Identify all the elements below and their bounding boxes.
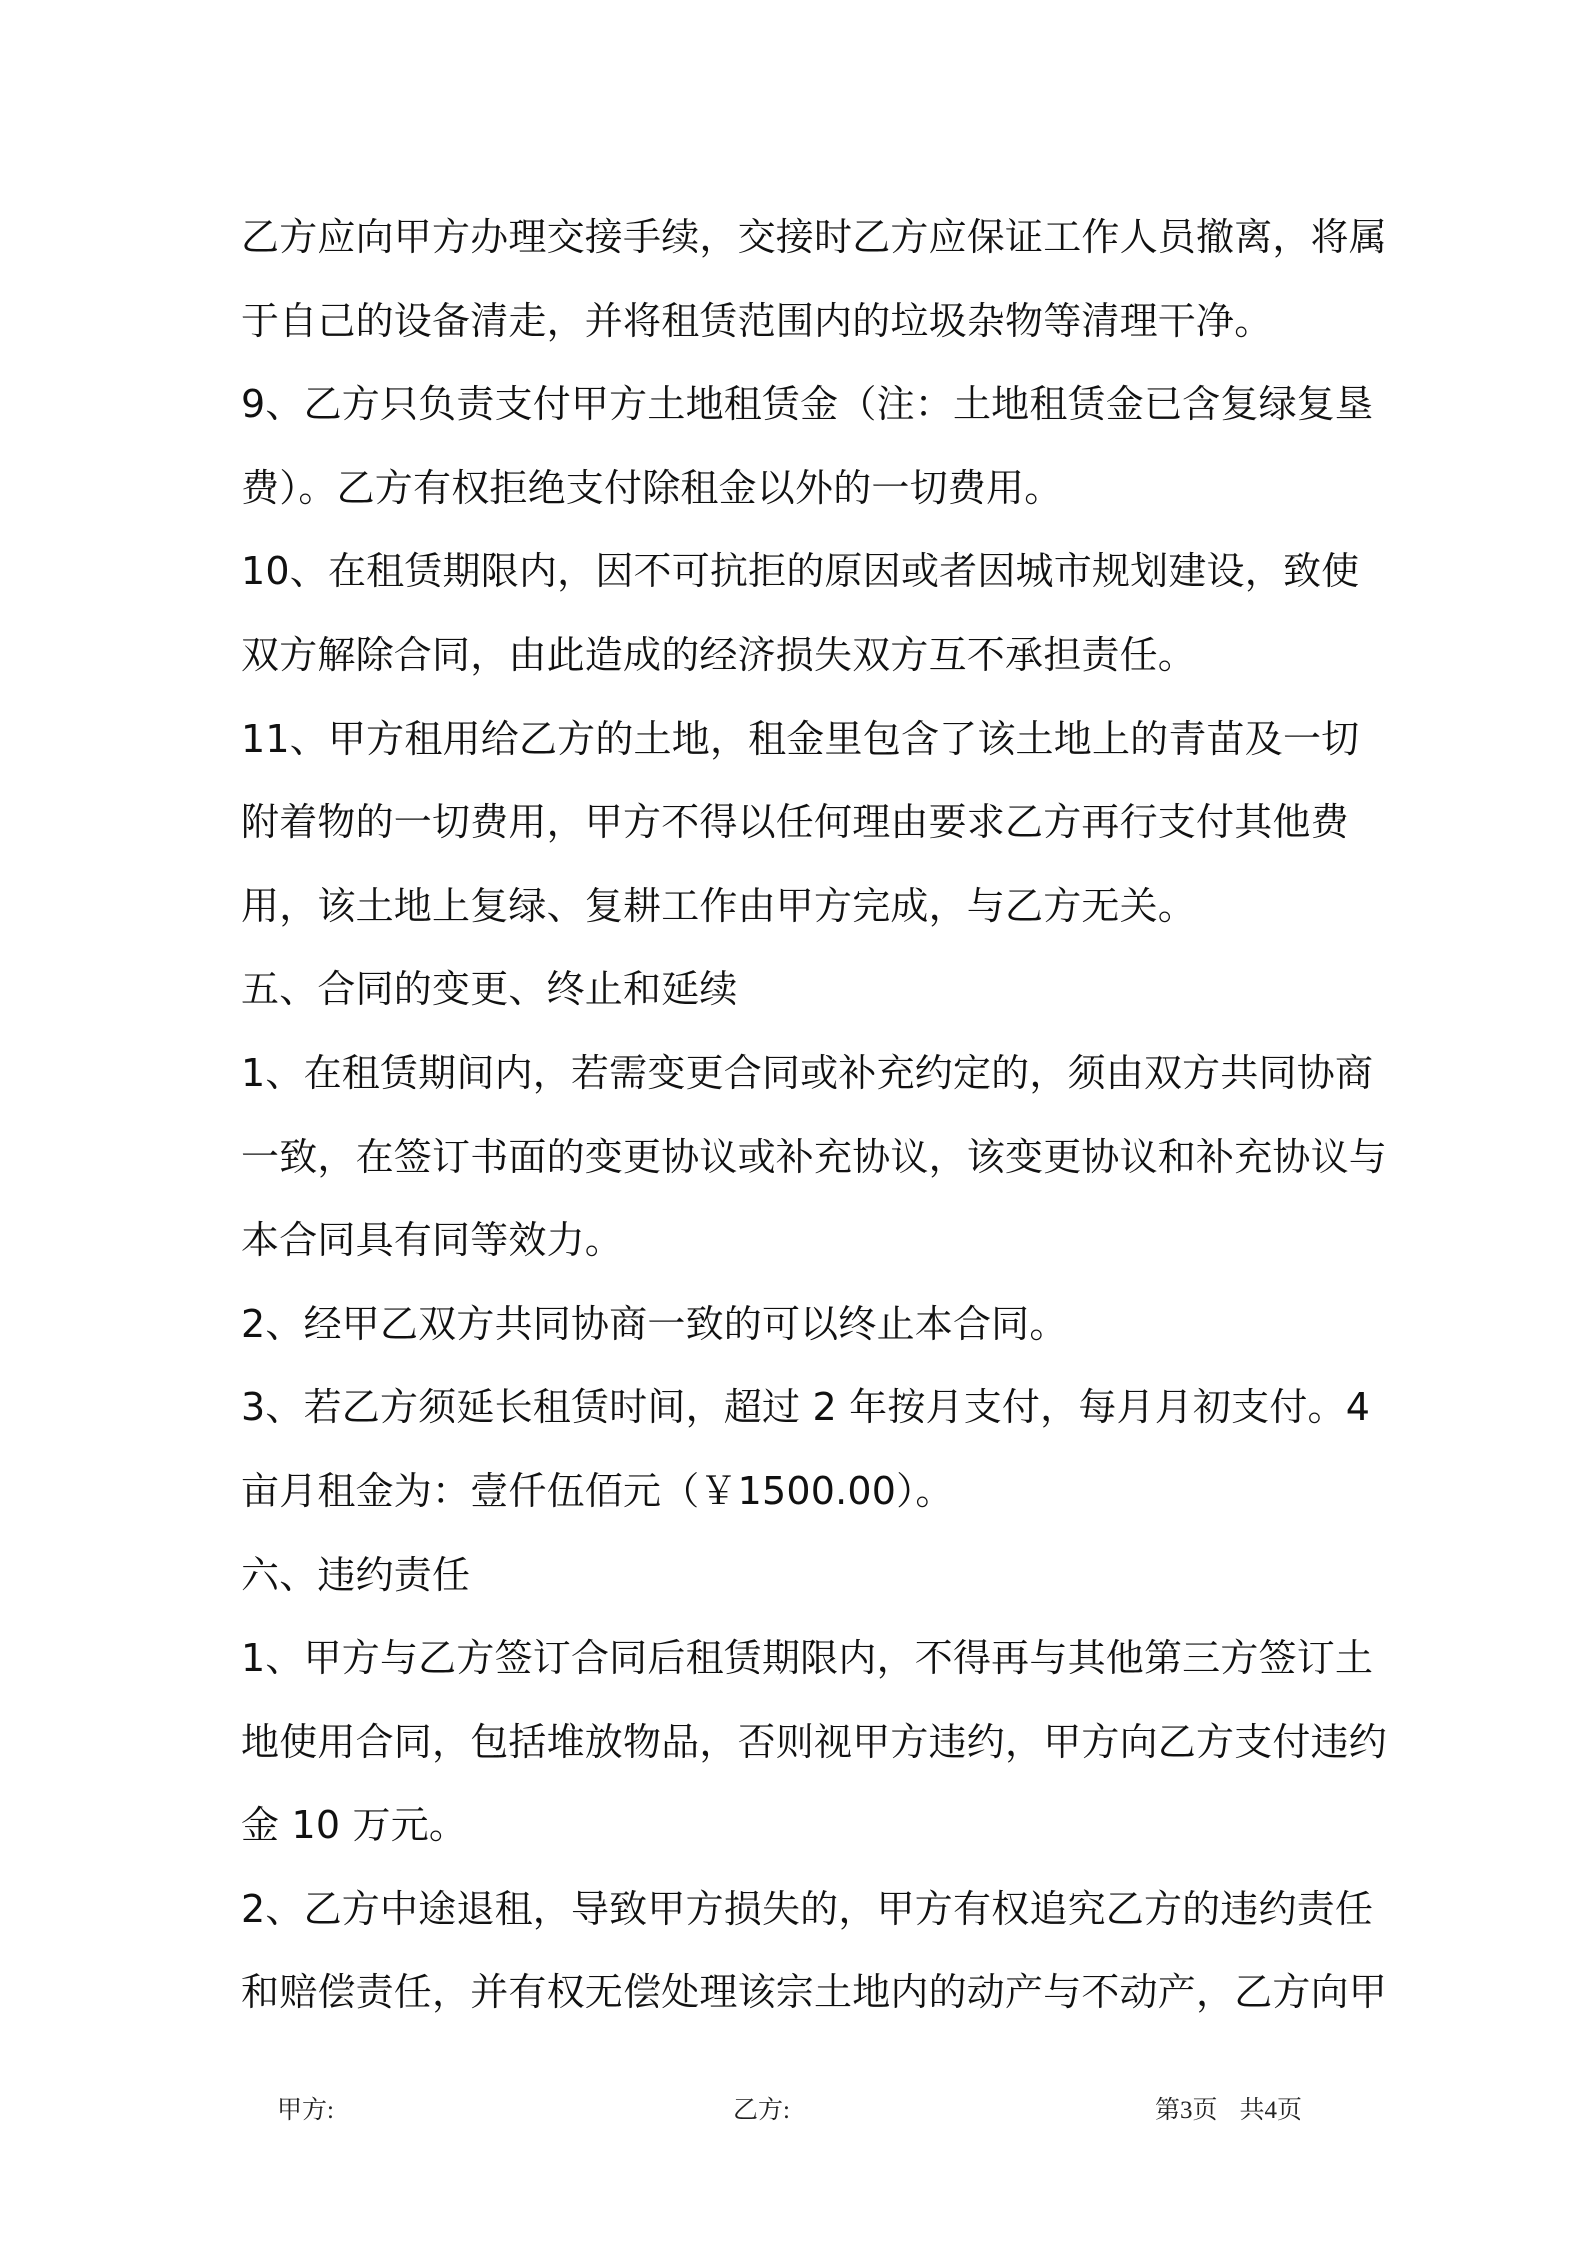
text-line: 本合同具有同等效力。 xyxy=(241,1218,624,1263)
party-a-signature-label: 甲方: xyxy=(277,2097,334,2124)
text-line: 一致，在签订书面的变更协议或补充协议，该变更协议和补充协议与 xyxy=(241,1134,1388,1179)
section-heading: 五、合同的变更、终止和延续 xyxy=(241,967,738,1012)
text-line: 2、乙方中途退租，导致甲方损失的，甲方有权追究乙方的违约责任 xyxy=(241,1886,1374,1931)
text-line: 11、甲方租用给乙方的土地，租金里包含了该土地上的青苗及一切 xyxy=(241,716,1360,761)
contract-body xyxy=(241,196,1388,2035)
text-line: 和赔偿责任，并有权无偿处理该宗土地内的动产与不动产，乙方向甲 xyxy=(241,1970,1388,2015)
text-line: 10、在租赁期限内，因不可抗拒的原因或者因城市规划建设，致使 xyxy=(241,549,1360,594)
text-line: 亩月租金为：壹仟伍佰元（￥1500.00）。 xyxy=(241,1468,954,1513)
text-line: 9、乙方只负责支付甲方土地租赁金（注：土地租赁金已含复绿复垦 xyxy=(241,382,1374,427)
text-line: 乙方应向甲方办理交接手续，交接时乙方应保证工作人员撤离，将属 xyxy=(241,215,1388,259)
text-line: 1、在租赁期间内，若需变更合同或补充约定的，须由双方共同协商 xyxy=(241,1050,1374,1095)
text-line: 用，该土地上复绿、复耕工作由甲方完成，与乙方无关。 xyxy=(241,883,1197,928)
text-line: 费）。乙方有权拒绝支付除租金以外的一切费用。 xyxy=(241,465,1063,510)
text-line: 1、甲方与乙方签订合同后租赁期限内，不得再与其他第三方签订土 xyxy=(241,1636,1374,1681)
party-b-signature-label: 乙方: xyxy=(733,2097,790,2124)
page-footer xyxy=(0,2090,1586,2130)
section-heading: 六、违约责任 xyxy=(241,1552,471,1597)
text-line: 金 10 万元。 xyxy=(241,1803,468,1848)
text-line: 地使用合同，包括堆放物品，否则视甲方违约，甲方向乙方支付违约 xyxy=(241,1719,1388,1764)
text-line: 2、经甲乙双方共同协商一致的可以终止本合同。 xyxy=(241,1301,1068,1346)
text-line: 3、若乙方须延长租赁时间，超过 2 年按月支付，每月月初支付。4 xyxy=(241,1385,1371,1430)
page-number: 第3页 xyxy=(1155,2097,1218,2124)
page-indicator xyxy=(1155,2090,1302,2126)
page-total: 共4页 xyxy=(1239,2097,1303,2124)
text-line: 于自己的设备清走，并将租赁范围内的垃圾杂物等清理干净。 xyxy=(241,298,1273,343)
text-line: 附着物的一切费用，甲方不得以任何理由要求乙方再行支付其他费 xyxy=(241,800,1349,845)
text-line: 双方解除合同，由此造成的经济损失双方互不承担责任。 xyxy=(241,632,1197,677)
